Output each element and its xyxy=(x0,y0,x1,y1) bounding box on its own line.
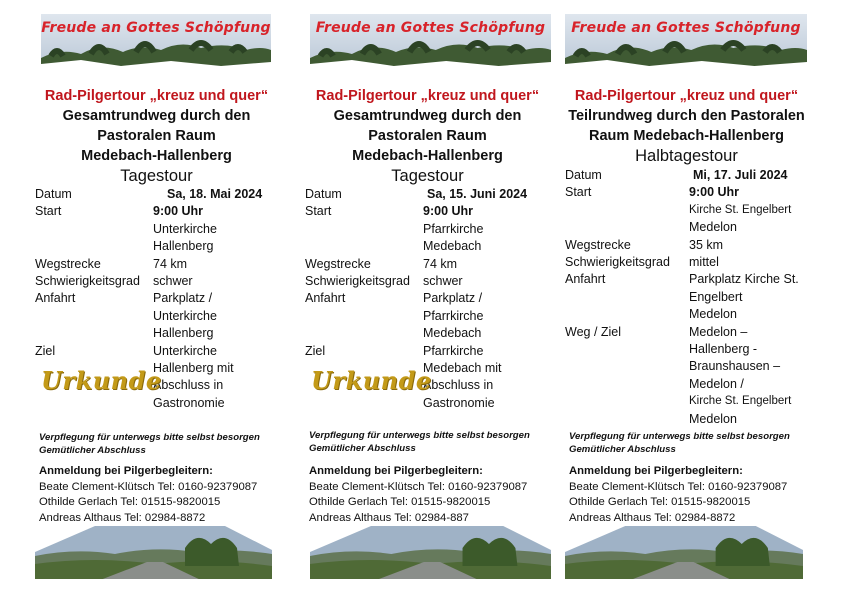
tour-title: Rad-Pilgertour „kreuz und quer“ xyxy=(574,88,799,104)
banner-title: Freude an Gottes Schöpfung xyxy=(571,20,801,36)
row-distance: Wegstrecke 74 km xyxy=(305,256,458,271)
registration-contacts: Anmeldung bei Pilgerbegleitern: Beate Clement-Klütsch Tel: 0160-92379087 Othilde Gerlach Tel: 01515-9820015 Andreas Althaus Tel: 02984-8872 xyxy=(39,464,282,526)
banner-image xyxy=(41,14,271,70)
row-start: Start 9:00 Uhr Unterkirche Hallenberg xyxy=(35,204,217,254)
row-arrival: Anfahrt Parkplatz Kirche St. Engelbert Medelon xyxy=(565,272,799,322)
catering-note: Verpflegung für unterwegs bitte selbst besorgen Gemütlicher Abschluss xyxy=(569,431,790,455)
road-photo xyxy=(310,526,551,582)
subtitle-line: Pastoralen Raum xyxy=(97,128,216,144)
registration-contacts: Anmeldung bei Pilgerbegleitern: Beate Clement-Klütsch Tel: 0160-92379087 Othilde Gerlach Tel: 01515-9820015 Andreas Althaus Tel: 02984-887 xyxy=(309,464,554,526)
flyer-header xyxy=(565,86,808,167)
row-difficulty: Schwierigkeitsgrad schwer xyxy=(35,274,193,289)
row-difficulty: Schwierigkeitsgrad mittel xyxy=(565,255,719,270)
flyer-header xyxy=(35,86,278,187)
catering-note: Verpflegung für unterwegs bitte selbst besorgen Gemütlicher Abschluss xyxy=(309,430,530,454)
flyer-july xyxy=(565,0,808,601)
tour-type: Tagestour xyxy=(120,167,193,185)
subtitle-line: Medebach-Hallenberg xyxy=(81,148,232,164)
road-landscape-graphic xyxy=(310,526,551,582)
contact-line: Andreas Althaus Tel: 02984-8872 xyxy=(39,511,206,524)
row-route: Weg / Ziel Medelon – Hallenberg - Braunshausen – Medelon / Kirche St. Engelbert Medelon xyxy=(565,324,792,426)
row-destination: Ziel Pfarrkirche Medebach mit Abschluss in Gastronomie xyxy=(305,343,502,410)
certificate-logo: Urkunde xyxy=(41,366,162,395)
tour-type: Halbtagestour xyxy=(635,147,738,165)
contact-line: Othilde Gerlach Tel: 01515-9820015 xyxy=(309,496,491,509)
row-difficulty: Schwierigkeitsgrad schwer xyxy=(305,274,463,289)
row-start: Start 9:00 Uhr Pfarrkirche Medebach xyxy=(305,204,484,254)
banner-image xyxy=(310,14,551,70)
contact-line: Beate Clement-Klütsch Tel: 0160-92379087 xyxy=(39,480,258,493)
row-distance: Wegstrecke 74 km xyxy=(35,256,188,271)
subtitle-line: Raum Medebach-Hallenberg xyxy=(589,128,784,144)
date-value: Sa, 15. Juni 2024 xyxy=(427,187,528,201)
row-destination: Ziel Unterkirche Hallenberg mit Abschluss in Gastronomie xyxy=(35,343,234,410)
certificate-logo: Urkunde xyxy=(311,366,432,395)
banner-title: Freude an Gottes Schöpfung xyxy=(41,20,271,36)
subtitle-line: Teilrundweg durch den Pastoralen xyxy=(568,108,805,124)
row-date: Datum Sa, 18. Mai 2024 xyxy=(35,186,278,203)
road-landscape-graphic xyxy=(35,526,272,582)
row-start: Start 9:00 Uhr Kirche St. Engelbert Medelon xyxy=(565,185,792,235)
row-arrival: Anfahrt Parkplatz / Unterkirche Hallenberg xyxy=(35,291,217,341)
flyer-may xyxy=(35,0,278,601)
road-photo xyxy=(565,526,803,582)
road-landscape-graphic xyxy=(565,526,803,582)
contact-line: Othilde Gerlach Tel: 01515-9820015 xyxy=(569,496,751,509)
banner-image xyxy=(565,14,807,70)
tour-type: Tagestour xyxy=(391,167,464,185)
tour-title: Rad-Pilgertour „kreuz und quer“ xyxy=(315,88,540,104)
date-value: Sa, 18. Mai 2024 xyxy=(167,187,263,201)
row-distance: Wegstrecke 35 km xyxy=(565,237,724,252)
tour-title: Rad-Pilgertour „kreuz und quer“ xyxy=(44,88,269,104)
contact-line: Beate Clement-Klütsch Tel: 0160-92379087 xyxy=(309,480,528,493)
row-date: Datum Mi, 17. Juli 2024 xyxy=(565,167,808,184)
row-arrival: Anfahrt Parkplatz / Pfarrkirche Medebach xyxy=(305,291,484,341)
road-photo xyxy=(35,526,272,582)
subtitle-line: Gesamtrundweg durch den xyxy=(333,108,522,124)
flyer-header xyxy=(305,86,550,187)
row-date: Datum Sa, 15. Juni 2024 xyxy=(305,186,550,203)
banner-title: Freude an Gottes Schöpfung xyxy=(315,20,546,36)
subtitle-line: Pastoralen Raum xyxy=(368,128,487,144)
catering-note: Verpflegung für unterwegs bitte selbst besorgen Gemütlicher Abschluss xyxy=(39,432,260,456)
date-value: Mi, 17. Juli 2024 xyxy=(693,168,788,182)
subtitle-line: Gesamtrundweg durch den xyxy=(62,108,251,124)
contact-line: Andreas Althaus Tel: 02984-887 xyxy=(309,511,469,524)
contact-line: Beate Clement-Klütsch Tel: 0160-92379087 xyxy=(569,480,788,493)
subtitle-line: Medebach-Hallenberg xyxy=(352,148,503,164)
contact-line: Andreas Althaus Tel: 02984-8872 xyxy=(569,511,736,524)
details-table xyxy=(565,167,808,428)
contact-line: Othilde Gerlach Tel: 01515-9820015 xyxy=(39,496,221,509)
flyer-june xyxy=(305,0,550,601)
registration-contacts: Anmeldung bei Pilgerbegleitern: Beate Clement-Klütsch Tel: 0160-92379087 Othilde Gerlach Tel: 01515-9820015 Andreas Althaus Tel: 02984-8872 xyxy=(569,464,812,526)
